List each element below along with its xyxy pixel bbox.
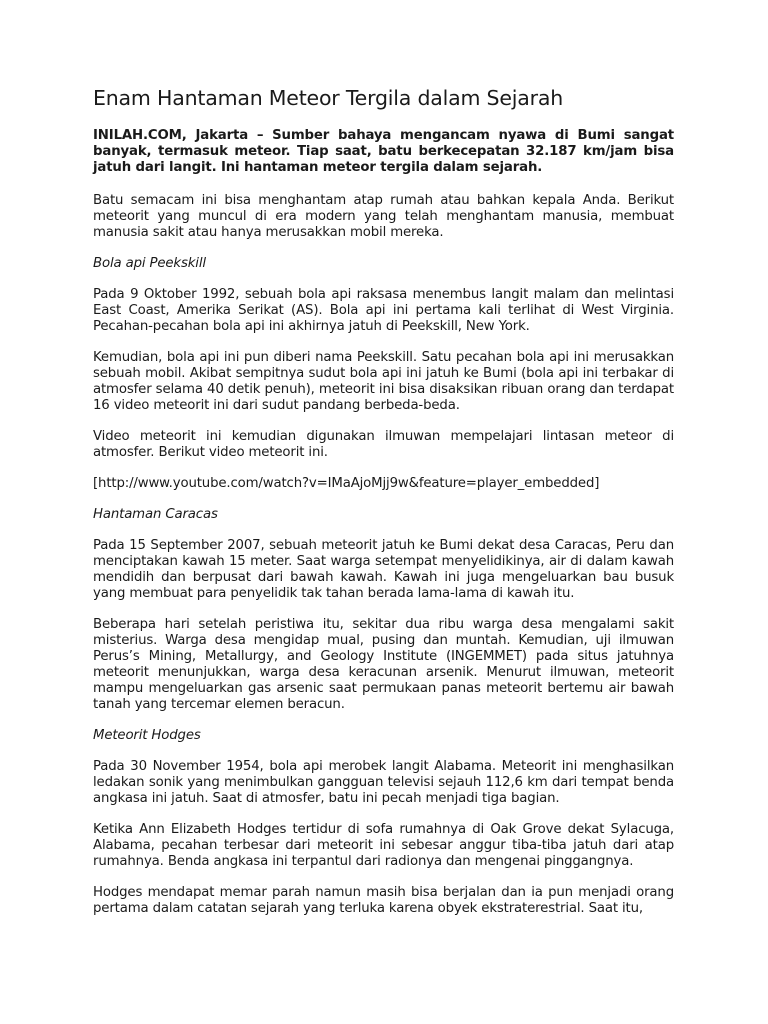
paragraph-hodges-3: Hodges mendapat memar parah namun masih bisa berjalan dan ia pun menjadi orang pertama dalam catatan sejarah yang terluka karena obyek ekstraterestrial. Saat itu, (93, 884, 674, 916)
paragraph-caracas-1: Pada 15 September 2007, sebuah meteorit jatuh ke Bumi dekat desa Caracas, Peru dan menciptakan kawah 15 meter. Saat warga setempat menyelidikinya, air di dalam kawah mendidih dan berpusat dari bawah kawah. Kawah ini juga mengeluarkan bau busuk yang membuat para penyelidik tak tahan berada lama-lama di kawah itu. (93, 537, 674, 601)
paragraph-caracas-2: Beberapa hari setelah peristiwa itu, sekitar dua ribu warga desa mengalami sakit misterius. Warga desa mengidap mual, pusing dan muntah. Kemudian, uji ilmuwan Perus’s Mining, Metallurgy, and Geology Institute (INGEMMET) pada situs jatuhnya meteorit menunjukkan, warga desa keracunan arsenik. Menurut ilmuwan, meteorit mampu mengeluarkan gas arsenic saat permukaan panas meteorit bertemu air bawah tanah yang tercemar elemen beracun. (93, 616, 674, 712)
video-link: [http://www.youtube.com/watch?v=IMaAjoMjj9w&feature=player_embedded] (93, 475, 600, 491)
section-heading-hodges: Meteorit Hodges (93, 727, 201, 743)
paragraph-peekskill-3: Video meteorit ini kemudian digunakan ilmuwan mempelajari lintasan meteor di atmosfer. Berikut video meteorit ini. (93, 428, 674, 460)
paragraph-peekskill-1: Pada 9 Oktober 1992, sebuah bola api raksasa menembus langit malam dan melintasi East Coast, Amerika Serikat (AS). Bola api ini pertama kali terlihat di West Virginia. Pecahan-pecahan bola api ini akhirnya jatuh di Peekskill, New York. (93, 286, 674, 334)
section-heading-peekskill: Bola api Peekskill (93, 255, 206, 271)
paragraph-hodges-1: Pada 30 November 1954, bola api merobek langit Alabama. Meteorit ini menghasilkan ledakan sonik yang menimbulkan gangguan televisi sejauh 112,6 km dari tempat benda angkasa ini jatuh. Saat di atmosfer, batu ini pecah menjadi tiga bagian. (93, 758, 674, 806)
document-page (93, 86, 674, 932)
article-lead: INILAH.COM, Jakarta – Sumber bahaya mengancam nyawa di Bumi sangat banyak, termasuk meteor. Tiap saat, batu berkecepatan 32.187 km/jam bisa jatuh dari langit. Ini hantaman meteor tergila dalam sejarah. (93, 127, 674, 175)
section-heading-caracas: Hantaman Caracas (93, 506, 218, 522)
paragraph-hodges-2: Ketika Ann Elizabeth Hodges tertidur di sofa rumahnya di Oak Grove dekat Sylacuga, Alabama, pecahan terbesar dari meteorit ini sebesar anggur tiba-tiba jatuh dari atap rumahnya. Benda angkasa ini terpantul dari radionya dan mengenai pinggangnya. (93, 821, 674, 869)
paragraph-intro: Batu semacam ini bisa menghantam atap rumah atau bahkan kepala Anda. Berikut meteorit yang muncul di era modern yang telah menghantam manusia, membuat manusia sakit atau hanya merusakkan mobil mereka. (93, 192, 674, 240)
paragraph-peekskill-2: Kemudian, bola api ini pun diberi nama Peekskill. Satu pecahan bola api ini merusakkan sebuah mobil. Akibat sempitnya sudut bola api ini jatuh ke Bumi (bola api ini terbakar di atmosfer selama 40 detik penuh), meteorit ini bisa disaksikan ribuan orang dan terdapat 16 video meteorit ini dari sudut pandang berbeda-beda. (93, 349, 674, 413)
article-title: Enam Hantaman Meteor Tergila dalam Sejarah (93, 86, 564, 110)
